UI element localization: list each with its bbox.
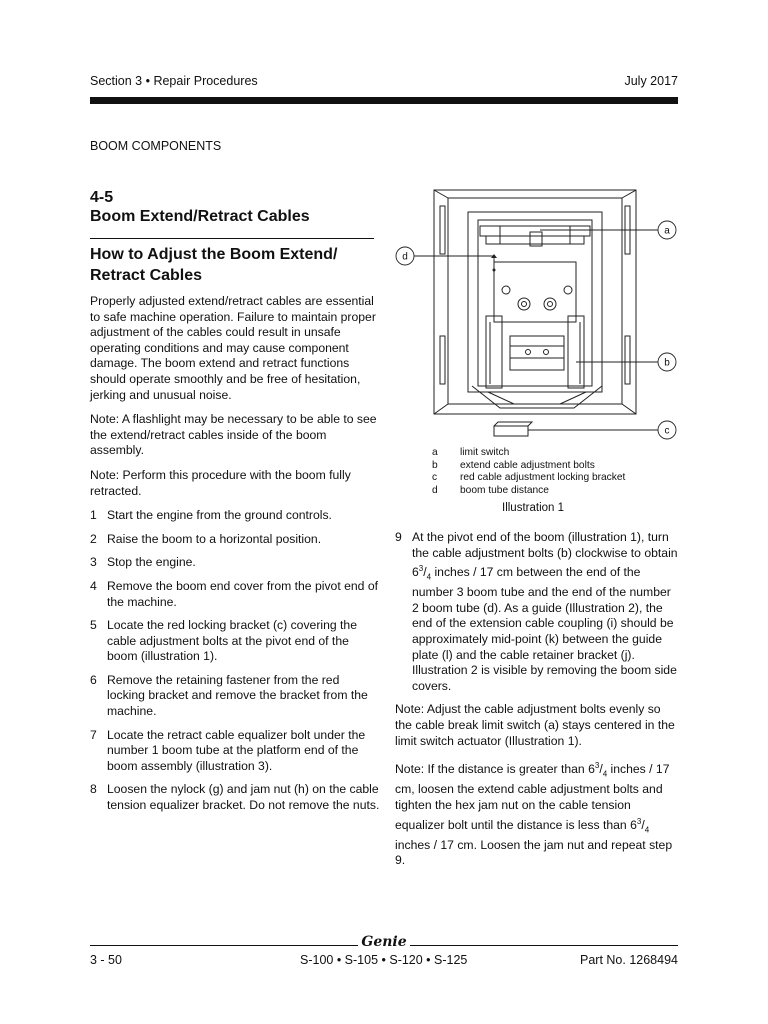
note4-part3: inches / 17 cm. Loosen the jam nut and repeat step 9.: [395, 837, 673, 868]
fraction-numerator: 3: [636, 816, 642, 826]
step-number: 3: [90, 555, 97, 570]
callout-label-b: b: [664, 357, 670, 369]
note4-part2: inches / 17 cm, loosen the extend cable adjustment bolts and tighten the hex jam nut on the cable tension equalizer bolt until the distance is less than 6: [395, 762, 670, 832]
footer-models: S-100 • S-105 • S-120 • S-125: [300, 953, 468, 967]
legend-text: boom tube distance: [460, 484, 549, 496]
step-9: [395, 530, 680, 694]
footer-part-number: Part No. 1268494: [580, 953, 678, 967]
footer-rule-left: [90, 945, 358, 946]
illustration-caption: Illustration 1: [502, 502, 565, 514]
footer-page-number: 3 - 50: [90, 953, 122, 967]
step-text: Loosen the nylock (g) and jam nut (h) on the cable tension equalizer bracket. Do not remove the nuts.: [107, 782, 380, 813]
note-retracted: Note: Perform this procedure with the boom fully retracted.: [90, 467, 351, 498]
note4-part1: Note: If the distance is greater than 6: [395, 762, 595, 777]
note-flashlight: Note: A flashlight may be necessary to be able to see the extend/retract cables inside of the boom assembly.: [90, 412, 377, 458]
step-item: [90, 618, 380, 665]
step-number: 8: [90, 782, 97, 797]
step-number: 1: [90, 508, 97, 523]
step-number: 5: [90, 618, 97, 633]
legend-key: c: [432, 472, 438, 483]
legend-key: a: [432, 447, 438, 458]
step-text: Locate the retract cable equalizer bolt under the number 1 boom tube at the platform end of the boom assembly (illustration 3).: [107, 727, 366, 773]
fraction-denominator: 4: [426, 572, 432, 582]
callout-label-d: d: [402, 251, 408, 263]
section-title: Boom Extend/Retract Cables: [90, 208, 310, 225]
genie-logo: Genie: [361, 934, 407, 950]
fraction-numerator: 3: [418, 564, 424, 574]
step9-text-after: inches / 17 cm between the end of the number 3 boom tube and the end of the number 2 boom tube (d). As a guide (Illustration 2), the end of the extension cable coupling (i) should be approximately mid-point (k) between the guide plate (l) and the cable retainer bracket (j). Illustration 2 is visible by removing the boom side covers.: [412, 565, 677, 693]
note-distance: Note: If the distance is greater than $6^3/_4$ inches / 17 cm, loosen the extend cable adjustment bolts and tighten the hex jam nut on the cable tension equalizer bolt until the distance is less than $6^3/_4$ inches / 17 cm. Loosen the jam nut and repeat step 9.: [395, 761, 673, 868]
illustration-1-drawing: [390, 186, 690, 444]
step-text: Remove the boom end cover from the pivot end of the machine.: [107, 578, 378, 609]
fraction-denominator: 4: [644, 825, 650, 834]
header-section: Section 3 • Repair Procedures: [90, 74, 258, 88]
note-adjust-evenly: Note: Adjust the cable adjustment bolts evenly so the cable break limit switch (a) stays centered in the limit switch actuator (Illustration 1).: [395, 702, 675, 748]
legend-text: extend cable adjustment bolts: [460, 459, 595, 471]
step-text: Locate the red locking bracket (c) covering the cable adjustment bolts at the pivot end of the boom (illustration 1).: [107, 618, 357, 664]
step-text: Raise the boom to a horizontal position.: [107, 531, 322, 546]
legend-row: [432, 460, 625, 473]
step-text: Start the engine from the ground controls.: [107, 508, 332, 523]
step-item: [90, 673, 380, 720]
step-item: [90, 782, 380, 813]
steps-list: [90, 508, 380, 814]
step-item: [90, 532, 380, 548]
illustration-legend: [432, 447, 625, 497]
step-number: 2: [90, 531, 97, 546]
header-rule: [90, 97, 678, 104]
title-rule: [90, 238, 374, 239]
legend-text: limit switch: [460, 447, 510, 458]
step-item: [90, 728, 380, 775]
step-text: Stop the engine.: [107, 555, 196, 570]
step-text: At the pivot end of the boom (illustration 1), turn the cable adjustment bolts (b) clockwise to obtain $6^3/_4$ inches / 17 cm between the end of the number 3 boom tube and the end of the number 2 boom tube (d). As a guide (Illustration 2), the end of the extension cable coupling (i) should be approximately mid-point (k) between the guide plate (l) and the cable retainer bracket (j). Illustration 2 is visible by removing the boom side covers.: [412, 530, 678, 693]
step-text: Remove the retaining fastener from the red locking bracket and remove the bracket from the machine.: [107, 672, 368, 719]
fraction-denominator: 4: [602, 769, 608, 779]
footer-rule-right: [410, 945, 678, 946]
legend-row: [432, 472, 625, 485]
callout-label-a: a: [664, 225, 670, 237]
fraction-numerator: 3: [594, 761, 600, 771]
legend-key: b: [432, 459, 438, 471]
step-item: [90, 579, 380, 610]
legend-row: [432, 485, 625, 498]
procedure-title: How to Adjust the Boom Extend/ Retract Cables: [90, 246, 338, 284]
legend-text: red cable adjustment locking bracket: [460, 472, 626, 483]
left-column: [90, 294, 380, 822]
intro-paragraph: Properly adjusted extend/retract cables are essential to safe machine operation. Failure to maintain proper adjustment of the cables could result in unsafe operating conditions and may cause component damage. The boom extend and retract functions should operate smoothly and be free of hesitation, jerking and unusual noise.: [90, 294, 376, 402]
section-label: BOOM COMPONENTS: [90, 139, 222, 153]
step9-text-before: At the pivot end of the boom (illustration 1), turn the cable adjustment bolts (b) clockwise to obtain 6: [412, 530, 678, 580]
legend-row: [432, 447, 625, 460]
step-item: [90, 555, 380, 571]
step-number: 4: [90, 578, 97, 593]
step-item: [90, 508, 380, 524]
step-number: 7: [90, 727, 97, 742]
callout-label-c: c: [664, 425, 670, 437]
step-number: 6: [90, 672, 97, 687]
right-column: [395, 530, 680, 878]
step-number: 9: [395, 530, 402, 544]
section-number: 4-5: [90, 189, 114, 206]
header-date: July 2017: [624, 74, 678, 88]
legend-key: d: [432, 484, 438, 496]
